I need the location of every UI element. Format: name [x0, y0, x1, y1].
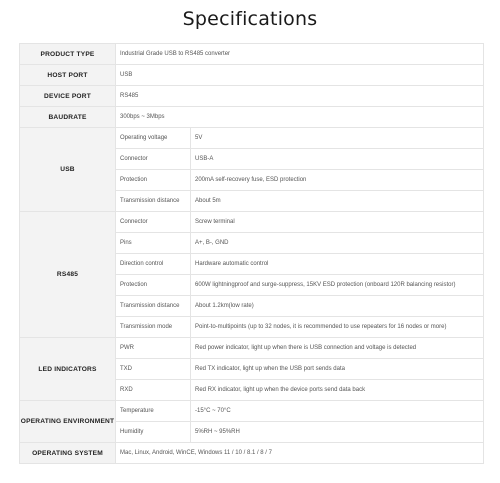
sub-value: A+, B-, GND — [191, 233, 484, 254]
row-label-product-type: PRODUCT TYPE — [20, 44, 116, 65]
sub-value: Red RX indicator, light up when the device ports send data back — [191, 380, 484, 401]
row-value-baudrate: 300bps ~ 3Mbps — [116, 107, 484, 128]
sub-value: 5%RH ~ 95%RH — [191, 422, 484, 443]
sub-key: Direction control — [116, 254, 191, 275]
sub-key: TXD — [116, 359, 191, 380]
sub-value: Point-to-multipoints (up to 32 nodes, it is recommended to use repeaters for 16 nodes or more) — [191, 317, 484, 338]
row-label-device-port: DEVICE PORT — [20, 86, 116, 107]
table-row-operating-system — [20, 443, 484, 464]
sub-value: Screw terminal — [191, 212, 484, 233]
row-value-operating-system: Mac, Linux, Android, WinCE, Windows 11 / 10 / 8.1 / 8 / 7 — [116, 443, 484, 464]
row-value-host-port: USB — [116, 65, 484, 86]
row-value-device-port: RS485 — [116, 86, 484, 107]
row-label-baudrate: BAUDRATE — [20, 107, 116, 128]
row-label-led-indicators: LED INDICATORS — [20, 338, 116, 401]
sub-value: 200mA self-recovery fuse, ESD protection — [191, 170, 484, 191]
row-label-operating-environment: OPERATING ENVIRONMENT — [20, 401, 116, 443]
sub-value: About 5m — [191, 191, 484, 212]
sub-key: PWR — [116, 338, 191, 359]
sub-key: Connector — [116, 149, 191, 170]
table-row-baudrate — [20, 107, 484, 128]
row-value-product-type: Industrial Grade USB to RS485 converter — [116, 44, 484, 65]
table-row-usb — [20, 128, 484, 149]
sub-key: Operating voltage — [116, 128, 191, 149]
table-row-product-type — [20, 44, 484, 65]
sub-key: Transmission distance — [116, 191, 191, 212]
page-title: Specifications — [182, 8, 318, 30]
row-label-operating-system: OPERATING SYSTEM — [20, 443, 116, 464]
sub-key: Pins — [116, 233, 191, 254]
sub-key: Protection — [116, 170, 191, 191]
sub-value: Red TX indicator, light up when the USB port sends data — [191, 359, 484, 380]
sub-value: Hardware automatic control — [191, 254, 484, 275]
sub-value: Red power indicator, light up when there is USB connection and voltage is detected — [191, 338, 484, 359]
sub-key: Humidity — [116, 422, 191, 443]
sub-key: Protection — [116, 275, 191, 296]
sub-value: -15°C ~ 70°C — [191, 401, 484, 422]
table-row-operating-environment — [20, 401, 484, 422]
sub-value: USB-A — [191, 149, 484, 170]
row-label-rs485: RS485 — [20, 212, 116, 338]
table-row-host-port — [20, 65, 484, 86]
table-row-device-port — [20, 86, 484, 107]
sub-key: Connector — [116, 212, 191, 233]
table-row-led-indicators — [20, 338, 484, 359]
row-label-host-port: HOST PORT — [20, 65, 116, 86]
table-row-rs485 — [20, 212, 484, 233]
specifications-table — [19, 43, 484, 464]
sub-key: RXD — [116, 380, 191, 401]
sub-value: 600W lightningproof and surge-suppress, 15KV ESD protection (onboard 120R balancing resistor) — [191, 275, 484, 296]
sub-value: About 1.2km(low rate) — [191, 296, 484, 317]
sub-key: Transmission mode — [116, 317, 191, 338]
sub-key: Temperature — [116, 401, 191, 422]
row-label-usb: USB — [20, 128, 116, 212]
sub-key: Transmission distance — [116, 296, 191, 317]
sub-value: 5V — [191, 128, 484, 149]
